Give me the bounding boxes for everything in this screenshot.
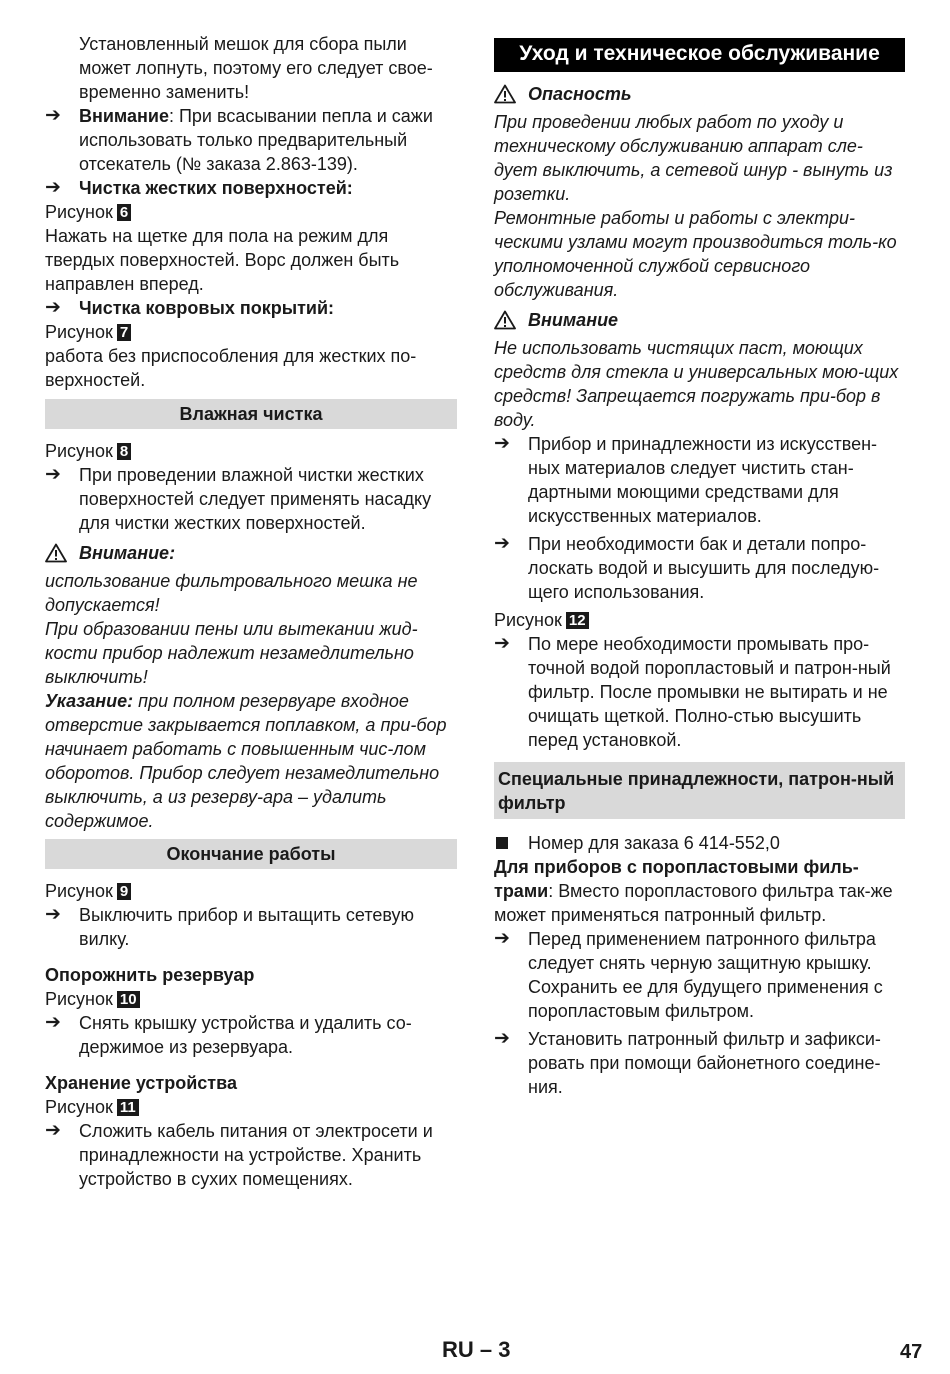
order-number-row — [494, 831, 905, 855]
finish-bullet-text: Выключить прибор и вытащить сетевую вилку. — [79, 905, 415, 949]
intro-line-3: временно заменить! — [79, 82, 250, 102]
foam-text: : Вместо поропластового фильтра так-же может применяться патронный фильтр. — [494, 881, 893, 925]
empty-bullet — [45, 1011, 457, 1059]
plastic-bullet-text: Прибор и принадлежности из искусствен-ных материалов следует чистить стан-дартными моющими средствами для искусственных материалов. — [528, 434, 878, 526]
rinse-bullet — [494, 532, 905, 604]
figure-number-9: 9 — [117, 883, 131, 900]
wet-warning-heading — [45, 541, 457, 565]
arrow-right-icon: ➔ — [494, 533, 510, 554]
figure-number-6: 6 — [117, 204, 131, 221]
install-bullet-text: Установить патронный фильтр и зафикси-ровать при помощи байонетного соедине-ния. — [528, 1029, 881, 1097]
figure-12-ref — [494, 608, 905, 632]
figure-word: Рисунок — [45, 441, 113, 461]
empty-tank-heading: Опорожнить резервуар — [45, 965, 255, 985]
intro-paragraph — [45, 32, 457, 104]
empty-bullet-text: Снять крышку устройства и удалить со-держимое из резервуара. — [79, 1013, 412, 1057]
rinse-bullet-text: При необходимости бак и детали попро-лоскать водой и высушить для последую-щего использования. — [528, 534, 880, 602]
warning-triangle-icon — [494, 310, 516, 330]
intro-line-2: может лопнуть, поэтому его следует свое- — [79, 58, 433, 78]
arrow-right-icon: ➔ — [45, 1120, 61, 1141]
wet-warning-text-2: При образовании пены или вытекании жид-кости прибор надлежит незамедлительно выключить! — [45, 619, 418, 687]
order-number: Номер для заказа 6 414-552,0 — [528, 833, 780, 853]
wet-warning-label: Внимание: — [79, 543, 176, 563]
arrow-right-icon: ➔ — [45, 464, 61, 485]
filter-bullet-text: По мере необходимости промывать про-точной водой поропластовый и патрон-ный фильтр. После промывки не вытирать и не очищать щеткой. Полно-стью высушить перед установкой. — [528, 634, 891, 750]
danger-heading — [494, 82, 905, 106]
figure-word: Рисунок — [45, 202, 113, 222]
carpet-text: работа без приспособления для жестких по-верхностей. — [45, 346, 417, 390]
cap-bullet — [494, 927, 905, 1023]
attention-heading — [494, 308, 905, 332]
wet-cleaning-heading: Влажная чистка — [45, 399, 457, 429]
care-heading: Уход и техническое обслуживание — [494, 38, 905, 72]
storage-bullet-text: Сложить кабель питания от электросети и принадлежности на устройстве. Хранить устройство в сухих помещениях. — [79, 1121, 433, 1189]
figure-6-ref — [45, 200, 457, 224]
attention-label: Внимание — [79, 106, 169, 126]
carpet-heading-row — [45, 296, 457, 320]
foam-paragraph — [494, 855, 905, 927]
finish-heading: Окончание работы — [45, 839, 457, 869]
figure-word: Рисунок — [494, 610, 562, 630]
warning-triangle-icon — [45, 543, 67, 563]
install-bullet — [494, 1027, 905, 1099]
foam-bold: Для приборов с поропластовыми филь-трами — [494, 857, 859, 901]
filter-bullet — [494, 632, 905, 752]
wet-warning-text-1: использование фильтровального мешка не допускается! — [45, 571, 418, 615]
note-label: Указание: — [45, 691, 134, 711]
figure-word: Рисунок — [45, 881, 113, 901]
arrow-right-icon: ➔ — [45, 1012, 61, 1033]
arrow-right-icon: ➔ — [45, 105, 61, 126]
figure-word: Рисунок — [45, 1097, 113, 1117]
figure-11-ref — [45, 1095, 457, 1119]
note-text: при полном резервуаре входное отверстие закрывается поплавком, а при-бор начинает работать с повышенным чис-лом оборотов. Прибор следует незамедлительно выключить, а из резерву-ара – удалить содержимое. — [45, 691, 447, 831]
figure-word: Рисунок — [45, 322, 113, 342]
attention-label: Внимание — [528, 310, 619, 330]
hard-floor-heading-row — [45, 176, 457, 200]
finish-bullet — [45, 903, 457, 951]
arrow-right-icon: ➔ — [494, 928, 510, 949]
cap-bullet-text: Перед применением патронного фильтра следует снять черную защитную крышку. Сохранить ее для будущего применения с поропластовым фильтром. — [528, 929, 883, 1021]
left-column — [45, 32, 457, 1191]
storage-bullet — [45, 1119, 457, 1191]
figure-number-10: 10 — [117, 991, 140, 1008]
figure-10-ref — [45, 987, 457, 1011]
attention-text: Не использовать чистящих паст, моющих средств для стекла и универсальных мою-щих средств! Запрещается погружать при-бор в воду. — [494, 338, 899, 430]
arrow-right-icon: ➔ — [45, 177, 61, 198]
danger-text-2: Ремонтные работы и работы с электри-ческими узлами могут производиться толь-ко уполномоченной службой сервисного обслуживания. — [494, 208, 897, 300]
figure-number-8: 8 — [117, 443, 131, 460]
arrow-right-icon: ➔ — [494, 1028, 510, 1049]
note-paragraph — [45, 689, 457, 833]
intro-line-1: Установленный мешок для сбора пыли — [79, 34, 407, 54]
square-bullet-icon — [494, 831, 528, 855]
hard-floor-text: Нажать на щетке для пола на режим для твердых поверхностей. Ворс должен быть направлен вперед. — [45, 226, 400, 294]
arrow-right-icon: ➔ — [494, 433, 510, 454]
figure-7-ref — [45, 320, 457, 344]
footer-section: RU – 3 — [442, 1337, 511, 1362]
arrow-right-icon: ➔ — [45, 904, 61, 925]
storage-heading: Хранение устройства — [45, 1073, 237, 1093]
carpet-heading: Чистка ковровых покрытий: — [79, 298, 335, 318]
figure-number-12: 12 — [566, 612, 589, 629]
warning-triangle-icon — [494, 84, 516, 104]
hard-floor-heading: Чистка жестких поверхностей: — [79, 178, 353, 198]
attention-bullet — [45, 104, 457, 176]
figure-8-ref — [45, 439, 457, 463]
accessories-heading: Специальные принадлежности, патрон-ный фильтр — [494, 762, 905, 819]
page-number: 47 — [900, 1341, 923, 1363]
figure-9-ref — [45, 879, 457, 903]
wet-bullet-text: При проведении влажной чистки жестких поверхностей следует применять насадку для чистки жестких поверхностей. — [79, 465, 432, 533]
figure-number-11: 11 — [117, 1099, 139, 1116]
danger-label: Опасность — [528, 84, 632, 104]
right-column — [494, 32, 905, 1099]
arrow-right-icon: ➔ — [45, 297, 61, 318]
danger-text-1: При проведении любых работ по уходу и техническому обслуживанию аппарат сле-дует выключить, а сетевой шнур - вынуть из розетки. — [494, 112, 893, 204]
arrow-right-icon: ➔ — [494, 633, 510, 654]
figure-word: Рисунок — [45, 989, 113, 1009]
attention-text: : При всасывании пепла и сажи использовать только предварительный отсекатель (№ заказа 2.863-139). — [79, 106, 433, 174]
plastic-bullet — [494, 432, 905, 528]
wet-bullet — [45, 463, 457, 535]
figure-number-7: 7 — [117, 324, 131, 341]
